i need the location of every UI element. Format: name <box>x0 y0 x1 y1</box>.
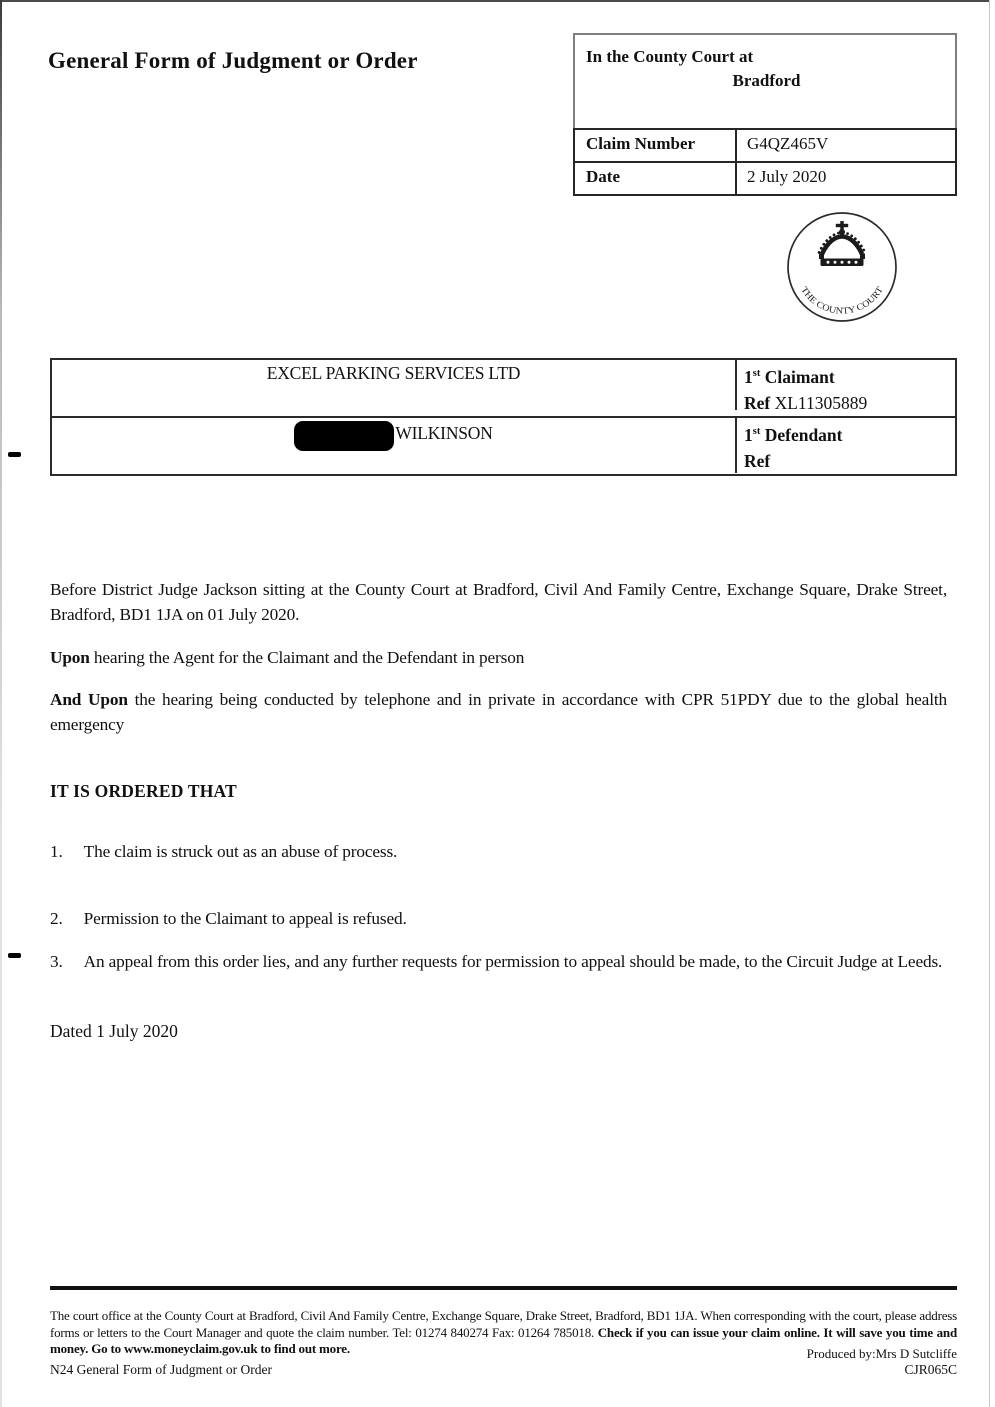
order-item-2: 2. Permission to the Claimant to appeal is refused. <box>50 909 407 929</box>
defendant-meta <box>737 418 955 474</box>
court-header-box <box>573 33 957 196</box>
date-value: 2 July 2020 <box>747 167 827 186</box>
court-name-cell <box>573 33 957 128</box>
claim-number-row <box>573 128 957 163</box>
claimant-name: EXCEL PARKING SERVICES LTD <box>52 360 737 410</box>
page-left-edge <box>0 0 2 1407</box>
redaction-box <box>294 421 394 451</box>
doc-code: CJR065C <box>904 1362 957 1377</box>
form-code: N24 General Form of Judgment or Order <box>50 1362 272 1377</box>
parties-table <box>50 358 957 476</box>
fold-mark-top <box>8 452 21 457</box>
court-name-line1: In the County Court at <box>586 47 754 66</box>
date-row <box>573 163 957 196</box>
table-row-claimant <box>52 360 955 418</box>
defendant-name-cell <box>52 418 737 473</box>
footer-divider <box>50 1286 957 1290</box>
footer-bottom-row <box>50 1362 957 1378</box>
produced-by: Produced by:Mrs D Sutcliffe <box>806 1346 957 1361</box>
table-row-defendant <box>52 418 955 474</box>
order-item-1: 1. The claim is struck out as an abuse of process. <box>50 842 398 862</box>
defendant-name: WILKINSON <box>395 422 493 443</box>
claim-number-label: Claim Number <box>575 130 737 161</box>
claimant-meta <box>737 360 955 416</box>
court-name-line2: Bradford <box>732 71 801 90</box>
county-court-seal <box>784 209 900 325</box>
paragraph-upon: Upon hearing the Agent for the Claimant and the Defendant in person <box>50 648 525 668</box>
page-title: General Form of Judgment or Order <box>48 48 418 74</box>
dated-line: Dated 1 July 2020 <box>50 1021 178 1041</box>
seal-text: THE COUNTY COURT <box>799 284 885 316</box>
fold-mark-bottom <box>8 953 21 958</box>
claimant-role: 1st Claimant <box>744 366 835 387</box>
claimant-ref: Ref XL11305889 <box>744 392 868 413</box>
order-item-3: 3. An appeal from this order lies, and any further requests for permission to appeal should be made, to the Circuit Judge at Leeds. <box>50 952 943 972</box>
ordered-heading: IT IS ORDERED THAT <box>50 781 237 801</box>
paragraph-before: Before District Judge Jackson sitting at the County Court at Bradford, Civil And Family Centre, Exchange Square, Drake Street, Bradford, BD1 1JA on 01 July 2020. <box>50 580 947 625</box>
crown-icon <box>819 221 865 266</box>
paragraph-and-upon: And Upon the hearing being conducted by telephone and in private in accordance with CPR 51PDY due to the global health emergency <box>50 690 948 735</box>
court-office-note: The court office at the County Court at Bradford, Civil And Family Centre, Exchange Square, Drake Street, Bradford, BD1 1JA. When corresponding with the court, please address forms or letters to the Court Manager and quote the claim number. Tel: 01274 840274 Fax: 01264 785018. Check if you can issue your claim online. It will save you time and money. Go to www.moneyclaim.gov.uk to find out more. <box>50 1308 957 1356</box>
date-label: Date <box>575 163 737 194</box>
defendant-ref: Ref <box>744 450 771 471</box>
page-top-edge <box>0 0 990 2</box>
defendant-role: 1st Defendant <box>744 424 843 445</box>
claim-number-value: G4QZ465V <box>747 134 829 153</box>
page-right-edge <box>989 0 990 1407</box>
